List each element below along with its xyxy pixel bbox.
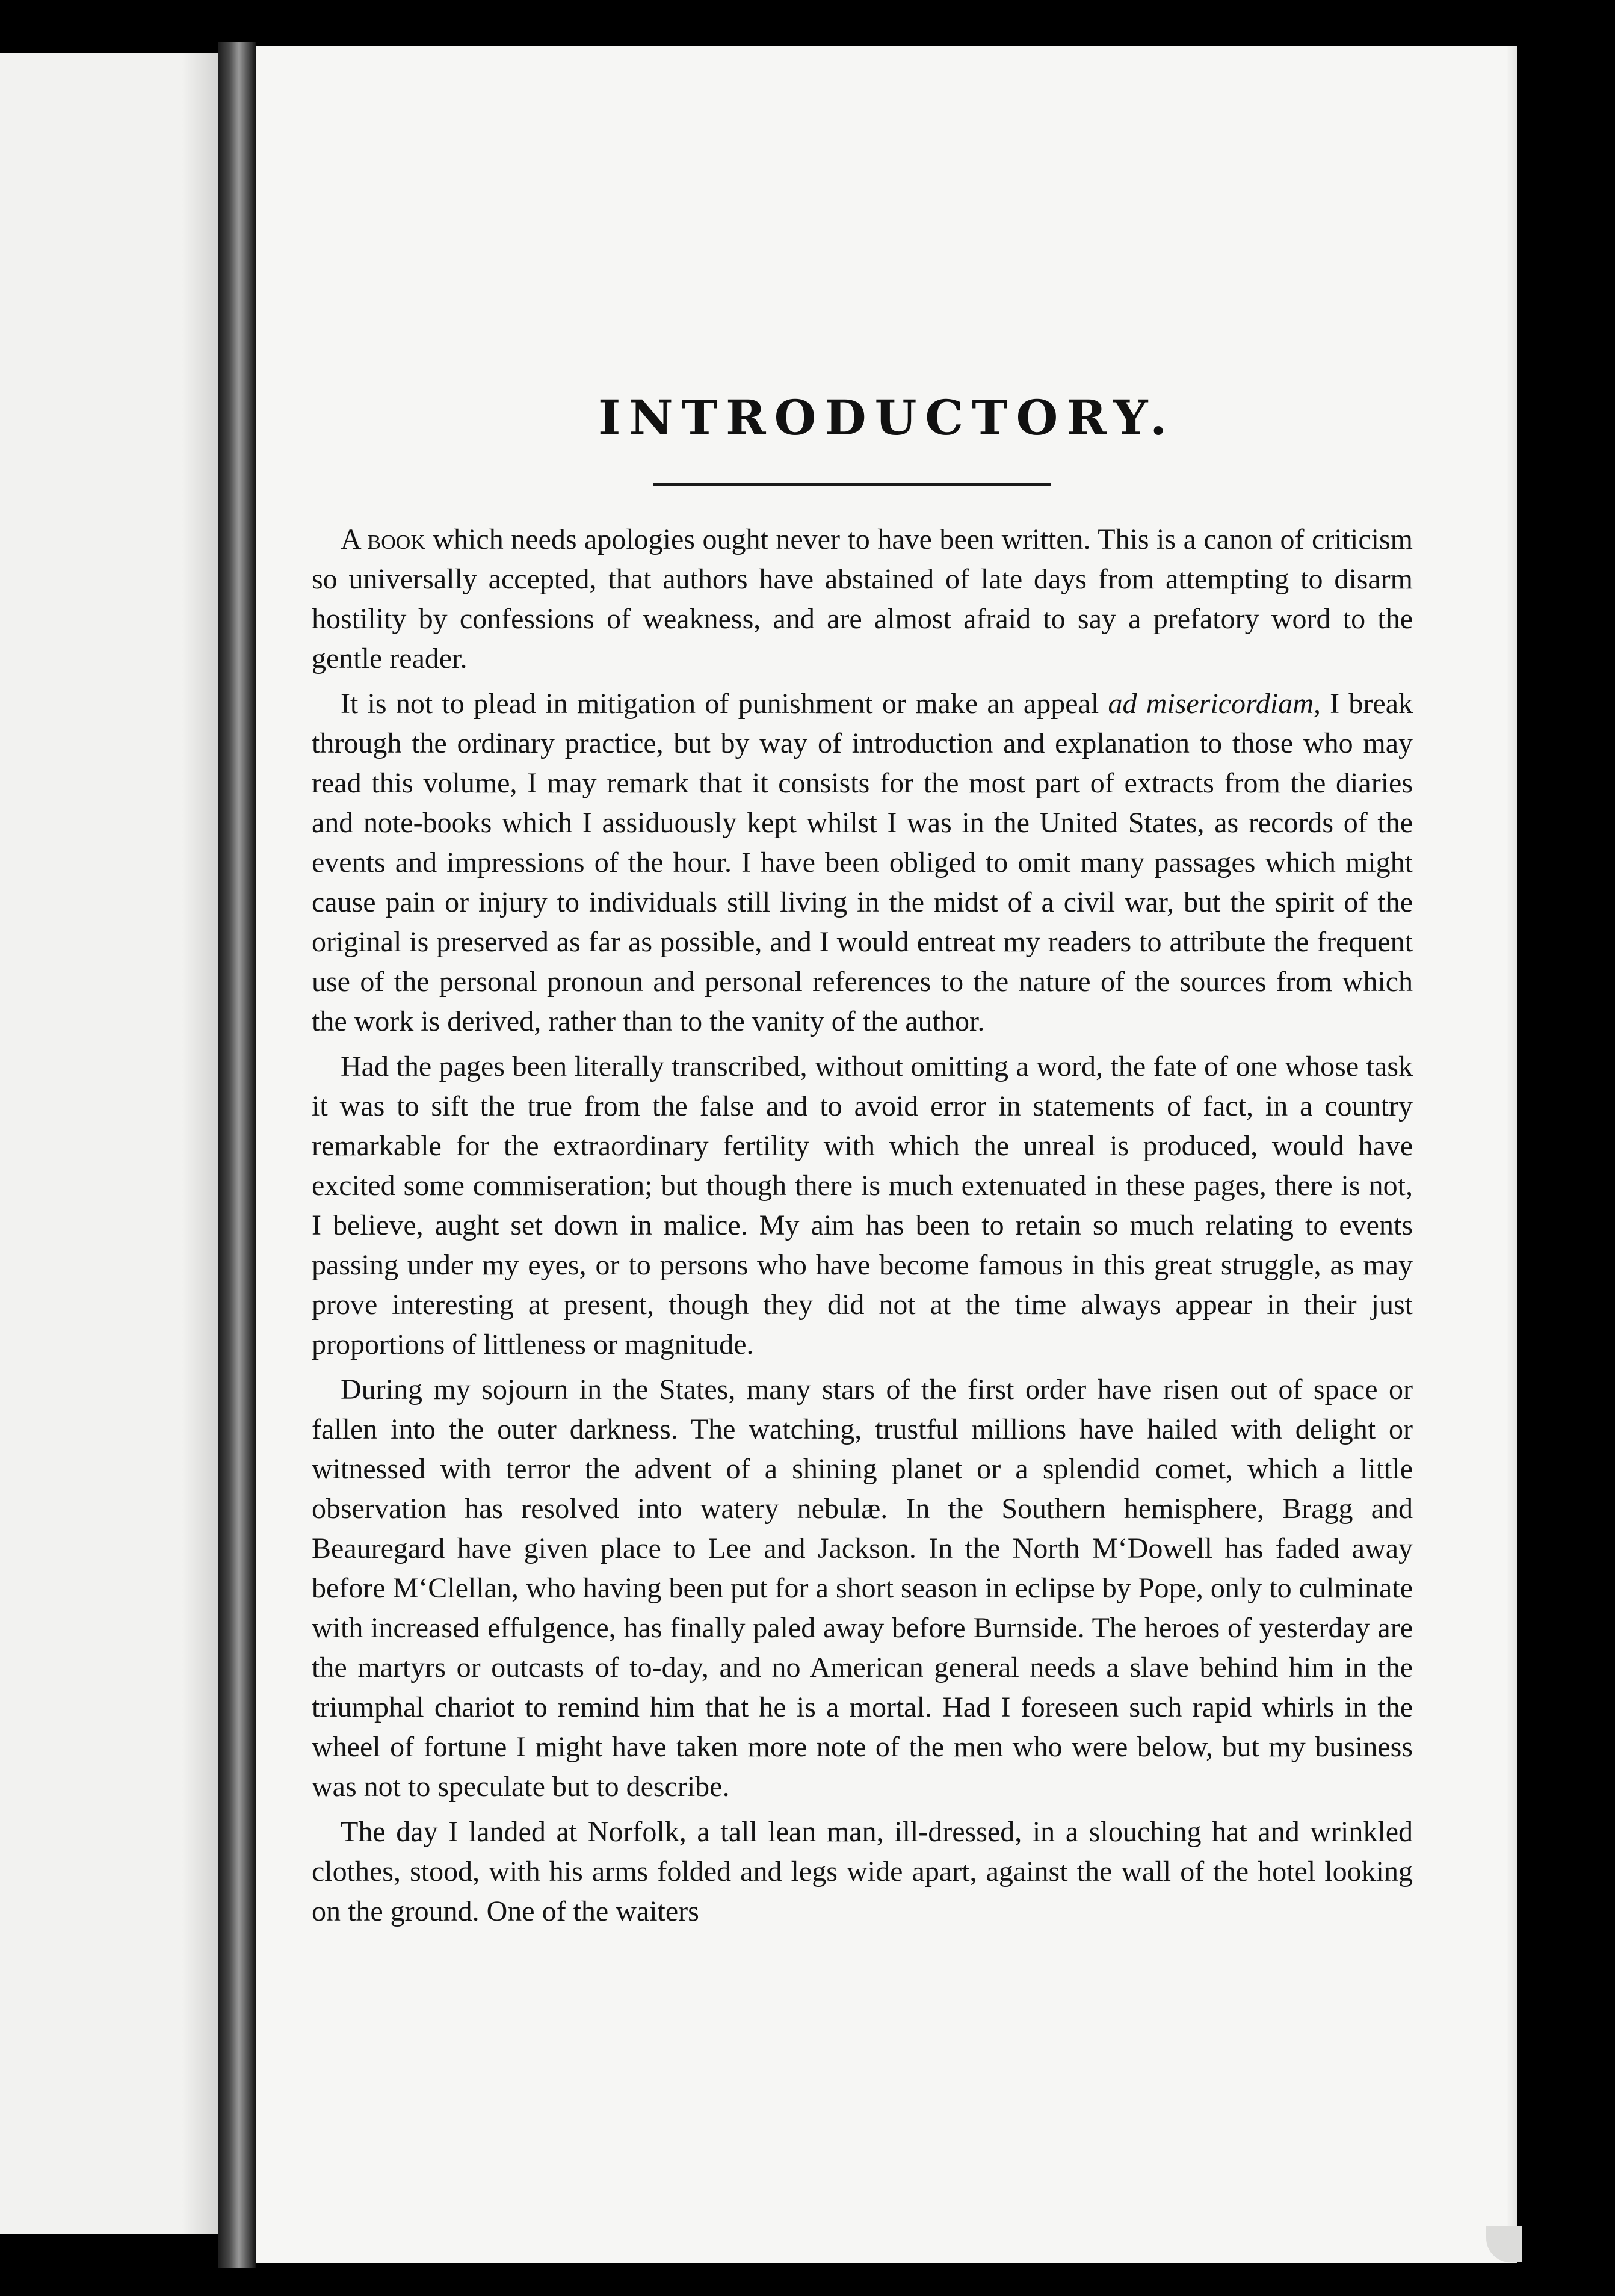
page-edge [1506, 46, 1517, 2263]
paragraph-4: During my sojourn in the States, many stars of the first order have risen out of space or fallen into the outer darkness. The watching, trustful millions have hailed with delight or witnessed with terror the advent of a shining planet or a splendid comet, which a little observation has resolved into watery nebulæ. In the Southern hemisphere, Bragg and Beauregard have given place to Lee and Jackson. In the North M‘Dowell has faded away before M‘Clellan, who having been put for a short season in eclipse by Pope, only to culminate with increased effulgence, has finally paled away before Burnside. The heroes of yesterday are the martyrs or outcasts of to-day, and no American general needs a slave behind him in the triumphal chariot to remind him that he is a mortal. Had I foreseen such rapid whirls in the wheel of fortune I might have taken more note of the men who were below, but my business was not to speculate but to describe. [312, 1374, 1413, 1803]
left-page [0, 53, 218, 2234]
book-gutter [218, 42, 256, 2268]
paragraph-1-text: which needs apologies ought never to have been written. This is a canon of criticism so universally accepted, that authors have abstained of late days from attempting to disarm hostility by confessions of weakness, and are almost afraid to say a prefatory word to the gentle reader. [312, 523, 1413, 674]
left-page-shadow [182, 53, 218, 2234]
body-text [312, 520, 1413, 1937]
paragraph-1-lead: A book [341, 523, 425, 555]
title-rule [653, 483, 1051, 486]
paragraph-2-text-before: It is not to plead in mitigation of punishment or make an appeal [341, 688, 1108, 720]
paragraph-5: The day I landed at Norfolk, a tall lean man, ill-dressed, in a slouching hat and wrinkled clothes, stood, with his arms folded and legs wide apart, against the wall of the hotel looking on the ground. One of the waiters [312, 1816, 1413, 1927]
paragraph-2-text-after: I break through the ordinary practice, but by way of introduction and explanation to those who may read this volume, I may remark that it consists for the most part of extracts from the diaries and note-books which I assiduously kept whilst I was in the United States, as records of the events and impressions of the hour. I have been obliged to omit many passages which might cause pain or injury to individuals still living in the midst of a civil war, but the spirit of the original is preserved as far as possible, and I would entreat my readers to attribute the frequent use of the personal pronoun and personal references to the nature of the sources from which the work is derived, rather than to the vanity of the author. [312, 688, 1413, 1037]
paragraph-1 [312, 520, 1413, 679]
page-title: INTRODUCTORY. [598, 389, 1175, 446]
paragraph-3: Had the pages been literally transcribed, without omitting a word, the fate of one whose task it was to sift the true from the false and to avoid error in statements of fact, in a country remarkable for the extraordinary fertility with which the unreal is produced, would have excited some commiseration; but though there is much extenuated in these pages, there is not, I believe, aught set down in malice. My aim has been to retain so much relating to events passing under my eyes, or to persons who have become famous in this great struggle, as may prove interesting at present, though they did not at the time always appear in their just proportions of littleness or magnitude. [312, 1051, 1413, 1360]
right-page [256, 46, 1517, 2263]
paragraph-2 [312, 684, 1413, 1042]
paragraph-2-italic: ad misericordiam, [1108, 688, 1321, 720]
